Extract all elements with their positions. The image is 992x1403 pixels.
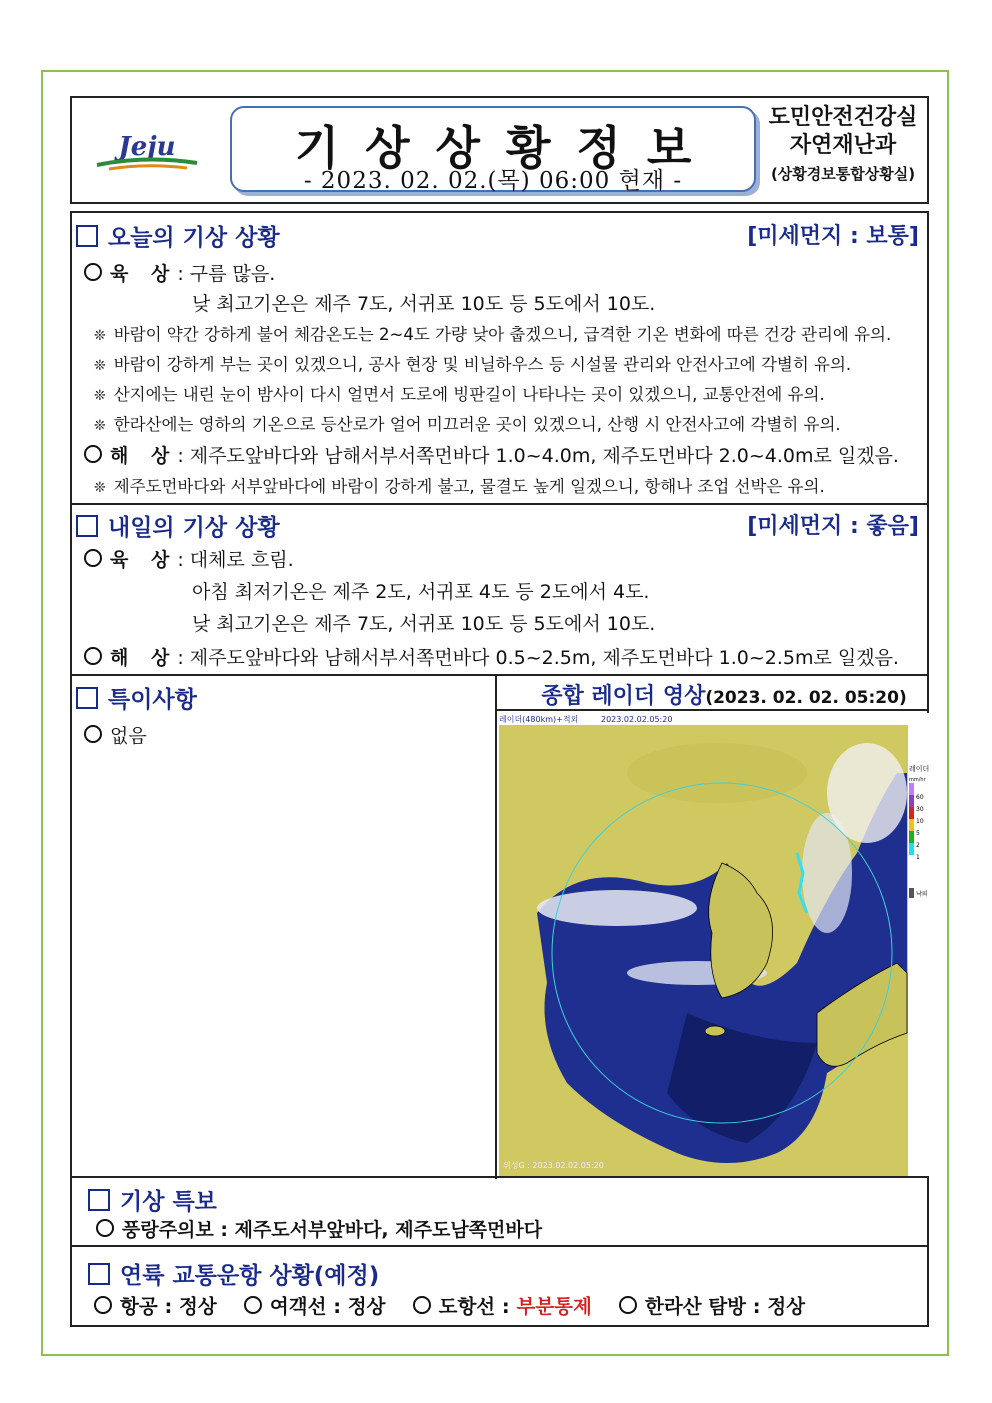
legend-value: 30: [916, 806, 924, 813]
tomorrow-land-line2: 아침 최저기온은 제주 2도, 서귀포 4도 등 2도에서 4도.: [192, 581, 650, 603]
legend-unit: mm/hr: [909, 777, 926, 783]
circle-bullet-icon: [413, 1296, 431, 1314]
special-item: 없음: [84, 721, 147, 748]
today-note-4: ❊ 한라산에는 영하의 기온으로 등산로가 얼어 미끄러운 곳이 있겠으니, 산행 시 안전사고에 각별히 유의.: [94, 415, 841, 434]
today-land: 육 상: 구름 많음.: [84, 259, 275, 286]
legend-value: 60: [916, 794, 924, 801]
tomorrow-land: 육 상: 대체로 흐림.: [84, 545, 294, 572]
jeju-logo: [72, 98, 222, 202]
circle-bullet-icon: [84, 647, 102, 665]
page-subtitle: - 2023. 02. 02.(목) 06:00 현재 -: [303, 168, 683, 194]
today-dust: [미세먼지 : 보통]: [747, 224, 919, 249]
asterisk-icon: ❊: [94, 418, 106, 434]
today-heading: 오늘의 기상 상황: [76, 219, 280, 252]
radar-caption-time: 2023.02.02.05:20: [601, 715, 673, 724]
radar-caption-bottom: 위성G : 2023.02.02.05:20: [503, 1161, 604, 1170]
logo-text: Jeju: [118, 132, 176, 162]
jeju-logo-icon: [87, 125, 207, 175]
checkbox-icon: [88, 1189, 110, 1211]
legend-extra: 낙뢰: [916, 891, 928, 898]
circle-bullet-icon: [619, 1296, 637, 1314]
warning-item: 풍랑주의보 : 제주도서부앞바다, 제주도남쪽먼바다: [96, 1215, 542, 1242]
legend-value: 5: [916, 830, 920, 837]
today-note-2: ❊ 바람이 강하게 부는 곳이 있겠으니, 공사 현장 및 비닐하우스 등 시설물 관리와 안전사고에 각별히 유의.: [94, 355, 852, 374]
department: [763, 104, 923, 188]
report-body: [70, 211, 929, 1327]
checkbox-icon: [88, 1263, 110, 1285]
asterisk-icon: ❊: [94, 388, 106, 404]
dept-line-2: 자연재난과: [789, 133, 897, 158]
today-sea: 해 상: 제주도앞바다와 남해서부서쪽먼바다 1.0~4.0m, 제주도먼바다 2.0~4.0m로 일겠음.: [84, 441, 899, 468]
checkbox-icon: [76, 515, 98, 537]
legend-value: 1: [916, 854, 920, 861]
document-header: [70, 96, 929, 204]
today-land-line2: 낮 최고기온은 제주 7도, 서귀포 10도 등 5도에서 10도.: [192, 293, 656, 315]
circle-bullet-icon: [84, 549, 102, 567]
checkbox-icon: [76, 225, 98, 247]
radar-caption-top: 레이더(480km)+적외: [499, 715, 579, 724]
checkbox-icon: [76, 687, 98, 709]
circle-bullet-icon: [84, 445, 102, 463]
circle-bullet-icon: [94, 1296, 112, 1314]
tomorrow-sea: 해 상: 제주도앞바다와 남해서부서쪽먼바다 0.5~2.5m, 제주도먼바다 1.0~2.5m로 일겠음.: [84, 643, 899, 670]
legend-value: 10: [916, 818, 924, 825]
asterisk-icon: ❊: [94, 328, 106, 344]
title-box: [230, 106, 756, 192]
asterisk-icon: ❊: [94, 480, 106, 496]
page-title: 기상상황정보: [294, 121, 718, 175]
tomorrow-heading: 내일의 기상 상황: [76, 509, 280, 542]
radar-image: [497, 713, 929, 1176]
circle-bullet-icon: [244, 1296, 262, 1314]
tomorrow-dust: [미세먼지 : 좋음]: [747, 514, 919, 539]
dept-line-1: 도민안전건강실: [768, 105, 918, 130]
circle-bullet-icon: [96, 1219, 114, 1237]
circle-bullet-icon: [84, 725, 102, 743]
warning-heading: 기상 특보: [88, 1183, 217, 1216]
asterisk-icon: ❊: [94, 358, 106, 374]
legend-value: 2: [916, 842, 920, 849]
today-note-1: ❊ 바람이 약간 강하게 불어 체감온도는 2~4도 가량 낮아 춥겠으니, 급격한 기온 변화에 따른 건강 관리에 유의.: [94, 325, 892, 344]
traffic-status: 항공 : 정상 여객선 : 정상 도항선 : 부분통제 한라산 탐방 : 정상: [94, 1291, 805, 1319]
special-heading: 특이사항: [76, 681, 197, 714]
today-note-3: ❊ 산지에는 내린 눈이 밤사이 다시 얼면서 도로에 빙판길이 나타나는 곳이 있겠으니, 교통안전에 유의.: [94, 385, 825, 404]
today-sea-note: ❊ 제주도먼바다와 서부앞바다에 바람이 강하게 불고, 물결도 높게 일겠으니, 항해나 조업 선박은 유의.: [94, 477, 825, 496]
tomorrow-land-line3: 낮 최고기온은 제주 7도, 서귀포 10도 등 5도에서 10도.: [192, 613, 656, 635]
radar-title: 종합 레이더 영상(2023. 02. 02. 05:20): [541, 684, 907, 709]
circle-bullet-icon: [84, 263, 102, 281]
traffic-heading: 연륙 교통운항 상황(예정): [88, 1257, 379, 1290]
dept-line-3: (상황경보통합상황실): [770, 165, 916, 183]
legend-title: 레이더: [909, 765, 929, 773]
